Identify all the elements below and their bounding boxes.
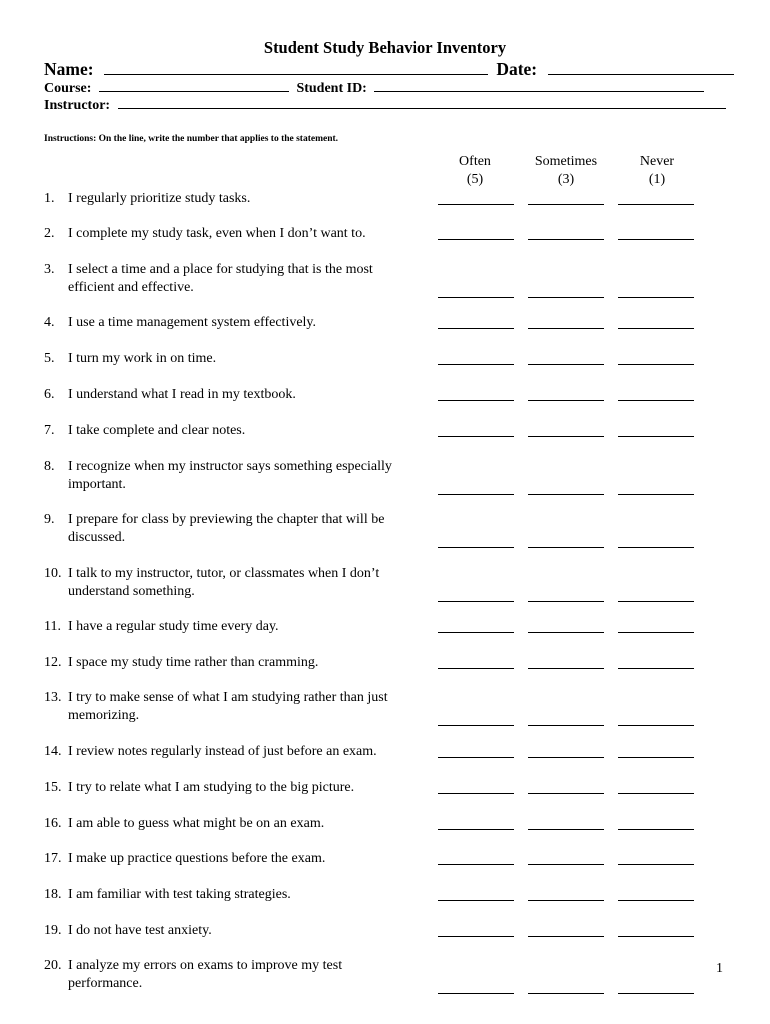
answer-line-sometimes[interactable] (528, 328, 604, 329)
answer-line-never[interactable] (618, 601, 694, 602)
instructor-field-line[interactable] (118, 97, 726, 109)
answer-line-never[interactable] (618, 400, 694, 401)
answer-line-never[interactable] (618, 757, 694, 758)
statement-item (44, 815, 434, 833)
statement-number: 10. (44, 566, 62, 581)
statement-text: I have a regular study time every day. (68, 619, 279, 634)
answer-line-never[interactable] (618, 725, 694, 726)
statement-text-continued: important. (68, 477, 126, 492)
statement-text: I understand what I read in my textbook. (68, 387, 296, 402)
statement-item (44, 922, 434, 940)
statement-text: I select a time and a place for studying that is the most (68, 262, 373, 277)
answer-line-often[interactable] (438, 668, 514, 669)
statement-text-continued: memorizing. (68, 708, 140, 723)
answer-line-sometimes[interactable] (528, 793, 604, 794)
course-label: Course: (44, 81, 92, 96)
answer-line-sometimes[interactable] (528, 239, 604, 240)
answer-line-never[interactable] (618, 936, 694, 937)
answer-line-sometimes[interactable] (528, 993, 604, 994)
answer-line-sometimes[interactable] (528, 494, 604, 495)
answer-line-never[interactable] (618, 793, 694, 794)
statement-item (44, 850, 434, 868)
answer-line-sometimes[interactable] (528, 668, 604, 669)
statement-item (44, 225, 434, 243)
statement-number: 17. (44, 851, 62, 866)
statement-item (44, 261, 434, 297)
statement-item (44, 190, 434, 208)
statement-text: I space my study time rather than cramming. (68, 655, 319, 670)
date-field-line[interactable] (548, 60, 734, 75)
statement-text: I talk to my instructor, tutor, or classmates when I don’t (68, 566, 380, 581)
column-value: (3) (557, 172, 575, 187)
statement-item (44, 565, 434, 601)
answer-line-never[interactable] (618, 864, 694, 865)
student-id-label: Student ID: (296, 81, 367, 96)
answer-line-sometimes[interactable] (528, 297, 604, 298)
answer-line-never[interactable] (618, 436, 694, 437)
answer-line-never[interactable] (618, 204, 694, 205)
answer-line-sometimes[interactable] (528, 547, 604, 548)
statement-number: 13. (44, 690, 62, 705)
answer-line-sometimes[interactable] (528, 936, 604, 937)
statement-text: I analyze my errors on exams to improve my test (68, 958, 343, 973)
statement-number: 18. (44, 887, 62, 902)
statement-number: 11. (44, 619, 61, 634)
statement-text: I complete my study task, even when I don’t want to. (68, 226, 366, 241)
answer-line-often[interactable] (438, 204, 514, 205)
statement-text-continued: understand something. (68, 584, 195, 599)
answer-line-never[interactable] (618, 364, 694, 365)
statement-item (44, 618, 434, 636)
document-title: Student Study Behavior Inventory (263, 38, 507, 57)
statement-text: I am able to guess what might be on an exam. (68, 816, 325, 831)
answer-line-often[interactable] (438, 400, 514, 401)
statement-text: I turn my work in on time. (68, 351, 217, 366)
answer-line-often[interactable] (438, 725, 514, 726)
instructor-label: Instructor: (44, 98, 111, 113)
statement-number: 12. (44, 655, 62, 670)
answer-line-often[interactable] (438, 793, 514, 794)
statement-item (44, 689, 434, 725)
statement-number: 8. (44, 459, 55, 474)
statement-item (44, 779, 434, 797)
statement-text: I regularly prioritize study tasks. (68, 191, 251, 206)
answer-line-never[interactable] (618, 900, 694, 901)
answer-line-often[interactable] (438, 239, 514, 240)
answer-line-often[interactable] (438, 364, 514, 365)
answer-line-sometimes[interactable] (528, 900, 604, 901)
column-header-sometimes (521, 153, 611, 189)
answer-line-often[interactable] (438, 936, 514, 937)
statement-item (44, 314, 434, 332)
name-date-row (44, 59, 734, 80)
statement-item (44, 743, 434, 761)
name-label: Name: (44, 59, 94, 79)
answer-line-never[interactable] (618, 547, 694, 548)
answer-line-often[interactable] (438, 900, 514, 901)
statement-text: I take complete and clear notes. (68, 423, 246, 438)
course-id-row (44, 80, 704, 97)
statement-number: 15. (44, 780, 62, 795)
answer-line-never[interactable] (618, 993, 694, 994)
column-label: Never (639, 154, 675, 169)
statement-number: 4. (44, 315, 55, 330)
statement-text: I do not have test anxiety. (68, 923, 212, 938)
statement-item (44, 654, 434, 672)
answer-line-sometimes[interactable] (528, 601, 604, 602)
answer-line-often[interactable] (438, 632, 514, 633)
answer-line-often[interactable] (438, 864, 514, 865)
column-label: Sometimes (534, 154, 598, 169)
answer-line-often[interactable] (438, 328, 514, 329)
answer-line-often[interactable] (438, 547, 514, 548)
statement-text: I try to make sense of what I am studying rather than just (68, 690, 388, 705)
statement-text: I review notes regularly instead of just before an exam. (68, 744, 377, 759)
statement-number: 7. (44, 423, 55, 438)
answer-line-sometimes[interactable] (528, 364, 604, 365)
answer-line-never[interactable] (618, 632, 694, 633)
column-header-never (612, 153, 702, 189)
statement-item (44, 350, 434, 368)
answer-line-never[interactable] (618, 494, 694, 495)
answer-line-never[interactable] (618, 328, 694, 329)
statement-number: 3. (44, 262, 55, 277)
answer-line-sometimes[interactable] (528, 757, 604, 758)
answer-line-often[interactable] (438, 494, 514, 495)
statement-text: I recognize when my instructor says something especially (68, 459, 392, 474)
answer-line-often[interactable] (438, 757, 514, 758)
date-label: Date: (496, 59, 538, 79)
answer-line-never[interactable] (618, 668, 694, 669)
answer-line-often[interactable] (438, 297, 514, 298)
column-header-often (430, 153, 520, 189)
statement-number: 9. (44, 512, 55, 527)
statement-text-continued: performance. (68, 976, 143, 991)
statement-number: 1. (44, 191, 55, 206)
name-field-line[interactable] (104, 60, 488, 75)
statement-text-continued: discussed. (68, 530, 126, 545)
statement-number: 2. (44, 226, 55, 241)
statement-text: I make up practice questions before the exam. (68, 851, 326, 866)
statement-item (44, 458, 434, 494)
column-label: Often (459, 154, 491, 169)
statement-item (44, 957, 434, 993)
answer-line-often[interactable] (438, 993, 514, 994)
column-value: (1) (648, 172, 666, 187)
statement-item (44, 422, 434, 440)
answer-line-often[interactable] (438, 601, 514, 602)
answer-line-never[interactable] (618, 297, 694, 298)
answer-line-often[interactable] (438, 829, 514, 830)
answer-line-sometimes[interactable] (528, 632, 604, 633)
statement-text: I am familiar with test taking strategies. (68, 887, 291, 902)
instructions-text: Instructions: On the line, write the number that applies to the statement. (44, 134, 339, 144)
answer-line-sometimes[interactable] (528, 725, 604, 726)
statement-number: 14. (44, 744, 62, 759)
answer-line-sometimes[interactable] (528, 436, 604, 437)
course-field-line[interactable] (99, 80, 289, 92)
page-number: 1 (716, 961, 723, 976)
instructor-row (44, 97, 726, 114)
statement-text-continued: efficient and effective. (68, 280, 194, 295)
answer-line-never[interactable] (618, 239, 694, 240)
statement-text: I try to relate what I am studying to the big picture. (68, 780, 355, 795)
statement-text: I prepare for class by previewing the chapter that will be (68, 512, 385, 527)
answer-line-sometimes[interactable] (528, 400, 604, 401)
statement-number: 6. (44, 387, 55, 402)
student-id-field-line[interactable] (374, 80, 704, 92)
statement-number: 20. (44, 958, 62, 973)
statement-number: 19. (44, 923, 62, 938)
answer-line-sometimes[interactable] (528, 204, 604, 205)
statement-item (44, 511, 434, 547)
answer-line-sometimes[interactable] (528, 829, 604, 830)
column-value: (5) (466, 172, 484, 187)
answer-line-never[interactable] (618, 829, 694, 830)
statement-item (44, 386, 434, 404)
statement-item (44, 886, 434, 904)
answer-line-often[interactable] (438, 436, 514, 437)
statement-number: 16. (44, 816, 62, 831)
statement-text: I use a time management system effectively. (68, 315, 317, 330)
statement-number: 5. (44, 351, 55, 366)
answer-line-sometimes[interactable] (528, 864, 604, 865)
